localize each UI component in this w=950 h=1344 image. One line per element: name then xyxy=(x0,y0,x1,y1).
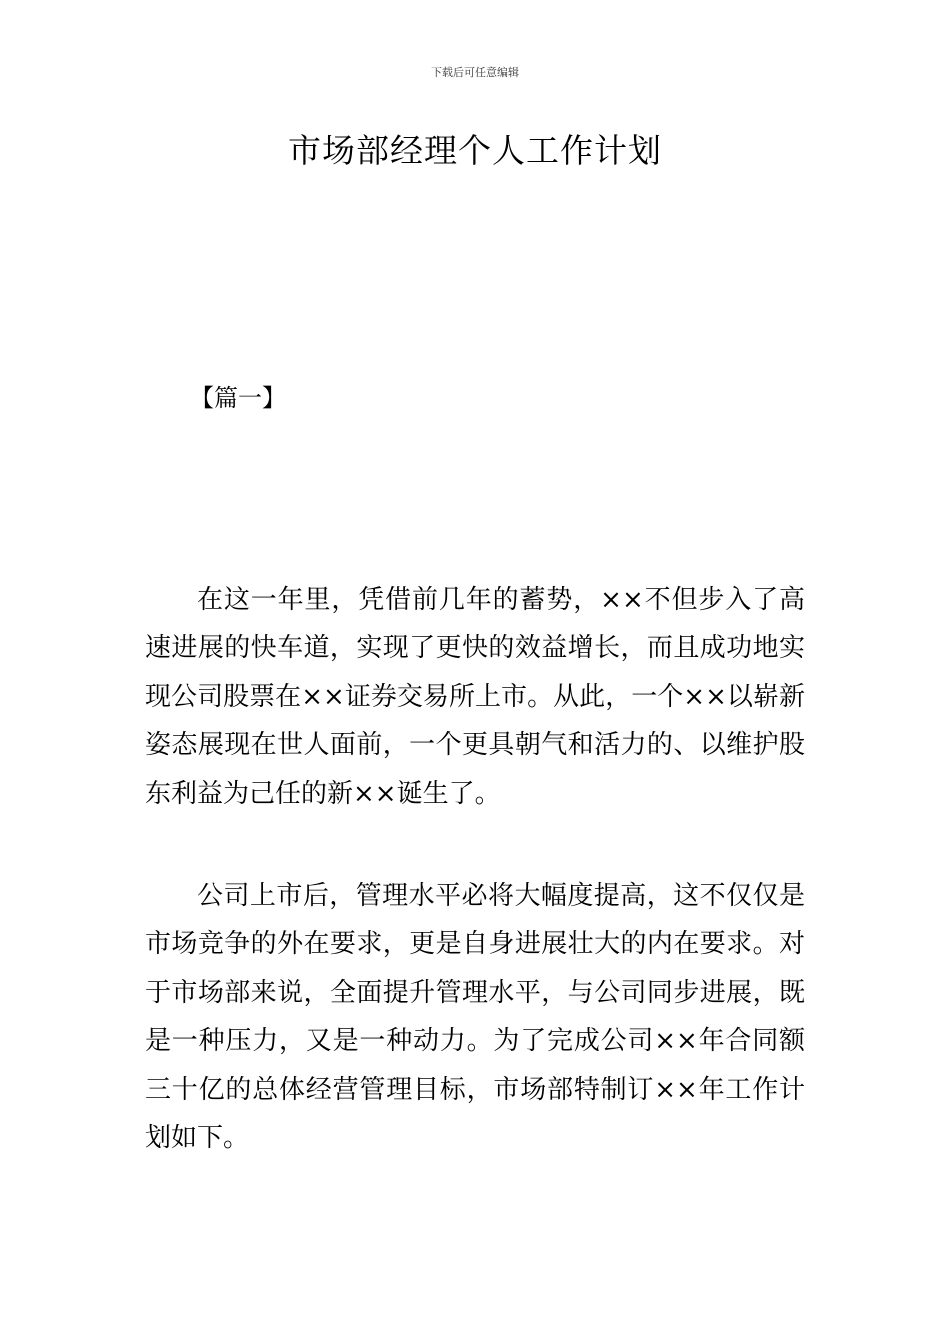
body-paragraph-2: 公司上市后，管理水平必将大幅度提高，这不仅仅是市场竞争的外在要求，更是自身进展壮大的内在要求。对于市场部来说，全面提升管理水平，与公司同步进展，既是一种压力，又是一种动力。为了完成公司××年合同额三十亿的总体经营管理目标，市场部特制订××年工作计划如下。 xyxy=(145,881,805,1154)
document-title: 市场部经理个人工作计划 xyxy=(288,131,662,170)
section-label: 【篇一】 xyxy=(190,384,286,412)
header-note: 下载后可任意编辑 xyxy=(431,66,519,79)
body-paragraph-1: 在这一年里，凭借前几年的蓄势，××不但步入了高速进展的快车道，实现了更快的效益增长，而且成功地实现公司股票在××证券交易所上市。从此，一个××以崭新姿态展现在世人面前，一个更具朝气和活力的、以维护股东利益为己任的新××诞生了。 xyxy=(145,585,805,809)
